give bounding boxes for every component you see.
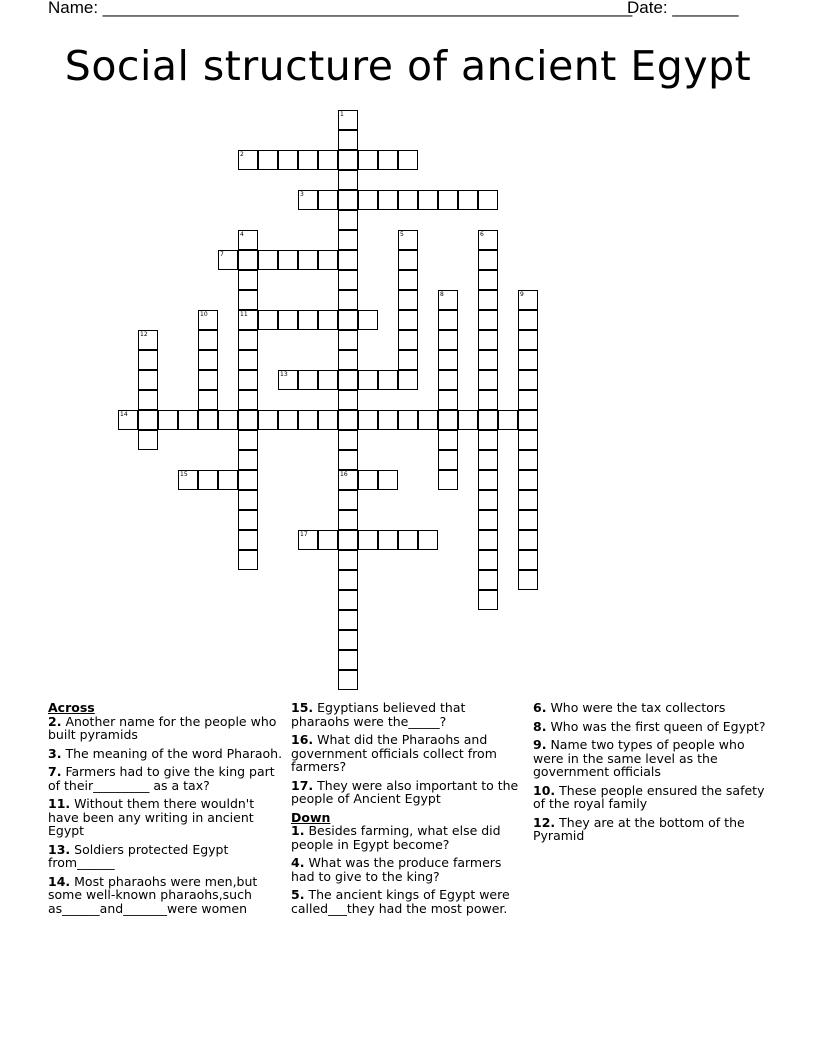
crossword-cell[interactable]	[478, 470, 498, 490]
crossword-cell[interactable]	[518, 310, 538, 330]
crossword-cell[interactable]	[438, 430, 458, 450]
crossword-cell[interactable]	[438, 470, 458, 490]
crossword-cell[interactable]	[238, 350, 258, 370]
crossword-cell[interactable]	[478, 390, 498, 410]
crossword-cell[interactable]	[298, 190, 318, 210]
crossword-cell[interactable]	[338, 430, 358, 450]
crossword-cell[interactable]	[318, 310, 338, 330]
crossword-cell[interactable]	[358, 150, 378, 170]
crossword-cell[interactable]	[398, 270, 418, 290]
crossword-cell[interactable]	[378, 150, 398, 170]
clue-down-12	[533, 816, 769, 843]
crossword-cell[interactable]	[338, 670, 358, 690]
crossword-cell[interactable]	[378, 190, 398, 210]
crossword-cell[interactable]	[178, 470, 198, 490]
crossword-cell[interactable]	[418, 410, 438, 430]
crossword-cell[interactable]	[458, 190, 478, 210]
crossword-cell[interactable]	[198, 470, 218, 490]
name-field-label[interactable]: Name: ________________________________________________________	[48, 0, 633, 17]
crossword-cell[interactable]	[338, 570, 358, 590]
crossword-cell[interactable]	[138, 330, 158, 350]
crossword-cell[interactable]	[518, 550, 538, 570]
crossword-cell[interactable]	[398, 350, 418, 370]
clue-across-2	[48, 715, 284, 742]
clues-column-1	[48, 701, 284, 920]
clue-down-9	[533, 738, 769, 779]
crossword-cell[interactable]	[338, 490, 358, 510]
crossword-cell[interactable]	[398, 250, 418, 270]
clue-text: Most pharaohs were men,but some well-known pharaohs,such as______and_______were women	[48, 873, 258, 916]
clue-number-label: 1	[340, 111, 344, 118]
crossword-cell[interactable]	[518, 530, 538, 550]
crossword-cell[interactable]	[218, 470, 238, 490]
crossword-cell[interactable]	[138, 430, 158, 450]
date-field-label[interactable]: Date: _______	[627, 0, 739, 17]
crossword-cell[interactable]	[198, 350, 218, 370]
crossword-cell[interactable]	[318, 250, 338, 270]
crossword-cell[interactable]	[398, 190, 418, 210]
crossword-cell[interactable]	[238, 370, 258, 390]
crossword-cell[interactable]	[318, 370, 338, 390]
clue-number: 11.	[48, 796, 71, 811]
crossword-cell[interactable]	[478, 490, 498, 510]
crossword-cell[interactable]	[238, 450, 258, 470]
crossword-cell[interactable]	[338, 210, 358, 230]
crossword-cell[interactable]	[338, 370, 358, 390]
crossword-cell[interactable]	[138, 390, 158, 410]
clue-number-label: 11	[240, 311, 248, 318]
crossword-cell[interactable]	[458, 410, 478, 430]
clue-number-label: 2	[240, 151, 244, 158]
crossword-cell[interactable]	[178, 410, 198, 430]
crossword-cell[interactable]	[478, 590, 498, 610]
down-heading: Down	[291, 809, 331, 825]
crossword-cell[interactable]	[298, 250, 318, 270]
clue-number: 4.	[291, 855, 305, 870]
crossword-cell[interactable]	[498, 410, 518, 430]
crossword-cell[interactable]	[378, 370, 398, 390]
crossword-cell[interactable]	[338, 450, 358, 470]
clue-number-label: 13	[280, 371, 288, 378]
crossword-cell[interactable]	[338, 350, 358, 370]
crossword-cell[interactable]	[198, 390, 218, 410]
crossword-cell[interactable]	[438, 290, 458, 310]
crossword-cell[interactable]	[398, 230, 418, 250]
crossword-cell[interactable]	[238, 330, 258, 350]
clue-number: 13.	[48, 841, 71, 857]
crossword-cell[interactable]	[398, 310, 418, 330]
crossword-cell[interactable]	[478, 450, 498, 470]
clue-down-1	[291, 824, 527, 851]
clue-across-7	[48, 765, 284, 792]
clue-number: 10.	[533, 782, 556, 798]
clue-across-13	[48, 843, 284, 870]
crossword-cell[interactable]	[478, 250, 498, 270]
crossword-cell[interactable]	[158, 410, 178, 430]
crossword-cell[interactable]	[418, 190, 438, 210]
crossword-cell[interactable]	[238, 490, 258, 510]
crossword-cell[interactable]	[218, 410, 238, 430]
crossword-cell[interactable]	[318, 150, 338, 170]
crossword-cell[interactable]	[398, 530, 418, 550]
crossword-cell[interactable]	[298, 370, 318, 390]
crossword-cell[interactable]	[198, 310, 218, 330]
crossword-cell[interactable]	[478, 290, 498, 310]
crossword-cell[interactable]	[338, 270, 358, 290]
crossword-cell[interactable]	[138, 370, 158, 390]
clue-number: 2.	[48, 713, 62, 729]
clue-number-label: 15	[180, 471, 188, 478]
crossword-cell[interactable]	[518, 570, 538, 590]
clue-text: They are at the bottom of the Pyramid	[533, 814, 745, 843]
clue-number-label: 5	[400, 231, 404, 238]
crossword-cell[interactable]	[238, 550, 258, 570]
clue-number: 15.	[291, 700, 314, 715]
crossword-cell[interactable]	[438, 350, 458, 370]
clue-text: The meaning of the word Pharaoh.	[65, 745, 283, 761]
crossword-cell[interactable]	[358, 470, 378, 490]
crossword-cell[interactable]	[238, 390, 258, 410]
crossword-cell[interactable]	[518, 490, 538, 510]
clue-down-8	[533, 720, 769, 734]
clue-down-6	[533, 701, 769, 715]
clue-across-3	[48, 747, 284, 761]
crossword-cell[interactable]	[338, 310, 358, 330]
clue-text: Farmers had to give the king part of their_________ as a tax?	[48, 764, 275, 793]
crossword-cell[interactable]	[258, 310, 278, 330]
clue-number-label: 14	[120, 411, 128, 418]
crossword-cell[interactable]	[238, 470, 258, 490]
clue-down-5	[291, 888, 527, 915]
crossword-cell[interactable]	[138, 410, 158, 430]
clue-number: 9.	[533, 737, 547, 752]
clue-number-label: 3	[300, 191, 304, 198]
crossword-cell[interactable]	[238, 230, 258, 250]
crossword-cell[interactable]	[338, 550, 358, 570]
crossword-cell[interactable]	[438, 410, 458, 430]
clue-number: 5.	[291, 887, 305, 902]
crossword-cell[interactable]	[258, 150, 278, 170]
crossword-cell[interactable]	[358, 530, 378, 550]
crossword-cell[interactable]	[198, 370, 218, 390]
clue-across-15	[291, 701, 527, 728]
crossword-cell[interactable]	[138, 350, 158, 370]
clue-across-14	[48, 875, 284, 916]
crossword-cell[interactable]	[258, 410, 278, 430]
crossword-cell[interactable]	[278, 250, 298, 270]
crossword-cell[interactable]	[298, 410, 318, 430]
crossword-cell[interactable]	[478, 370, 498, 390]
clue-number-label: 4	[240, 231, 244, 238]
crossword-cell[interactable]	[438, 450, 458, 470]
crossword-cell[interactable]	[338, 110, 358, 130]
clue-number-label: 12	[140, 331, 148, 338]
crossword-cell[interactable]	[378, 530, 398, 550]
crossword-cell[interactable]	[478, 430, 498, 450]
crossword-cell[interactable]	[338, 230, 358, 250]
crossword-cell[interactable]	[518, 390, 538, 410]
crossword-cell[interactable]	[358, 190, 378, 210]
crossword-cell[interactable]	[438, 190, 458, 210]
clue-number: 1.	[291, 823, 305, 838]
clue-text: The ancient kings of Egypt were called___they had the most power.	[291, 887, 510, 916]
crossword-cell[interactable]	[238, 310, 258, 330]
clue-text: Another name for the people who built pyramids	[48, 713, 277, 742]
crossword-cell[interactable]	[338, 410, 358, 430]
crossword-cell[interactable]	[258, 250, 278, 270]
crossword-cell[interactable]	[238, 150, 258, 170]
crossword-cell[interactable]	[478, 510, 498, 530]
across-heading: Across	[48, 700, 95, 715]
crossword-cell[interactable]	[338, 630, 358, 650]
crossword-cell[interactable]	[298, 150, 318, 170]
crossword-cell[interactable]	[198, 410, 218, 430]
crossword-cell[interactable]	[478, 230, 498, 250]
clue-text: What did the Pharaohs and government officials collect from farmers?	[291, 732, 497, 774]
crossword-cell[interactable]	[238, 410, 258, 430]
clue-number-label: 6	[480, 231, 484, 238]
clue-text: Who was the first queen of Egypt?	[550, 718, 766, 734]
crossword-cell[interactable]	[518, 410, 538, 430]
clue-number-label: 8	[440, 291, 444, 298]
crossword-cell[interactable]	[278, 370, 298, 390]
crossword-cell[interactable]	[398, 330, 418, 350]
clue-text: Name two types of people who were in the same level as the government officials	[533, 737, 745, 779]
clue-across-16	[291, 733, 527, 774]
clue-down-4	[291, 856, 527, 883]
crossword-cell[interactable]	[238, 290, 258, 310]
crossword-cell[interactable]	[198, 330, 218, 350]
clue-number-label: 9	[520, 291, 524, 298]
page-title: Social structure of ancient Egypt	[64, 42, 752, 90]
crossword-cell[interactable]	[438, 370, 458, 390]
crossword-cell[interactable]	[338, 390, 358, 410]
clue-number-label: 7	[220, 251, 224, 258]
clue-number: 7.	[48, 764, 62, 779]
crossword-cell[interactable]	[478, 270, 498, 290]
crossword-cell[interactable]	[338, 470, 358, 490]
crossword-cell[interactable]	[238, 250, 258, 270]
crossword-cell[interactable]	[478, 350, 498, 370]
crossword-cell[interactable]	[238, 510, 258, 530]
clue-text: Without them there wouldn't have been any writing in ancient Egypt	[48, 796, 255, 838]
crossword-cell[interactable]	[338, 150, 358, 170]
crossword-cell[interactable]	[518, 510, 538, 530]
crossword-cell[interactable]	[518, 470, 538, 490]
clue-number-label: 17	[300, 531, 308, 538]
crossword-cell[interactable]	[338, 610, 358, 630]
clue-number: 16.	[291, 732, 314, 747]
crossword-cell[interactable]	[438, 310, 458, 330]
crossword-cell[interactable]	[478, 530, 498, 550]
clue-number: 14.	[48, 873, 71, 889]
crossword-cell[interactable]	[478, 570, 498, 590]
crossword-cell[interactable]	[298, 310, 318, 330]
crossword-cell[interactable]	[318, 410, 338, 430]
clues-column-2	[291, 701, 527, 920]
clue-across-11	[48, 797, 284, 838]
crossword-cell[interactable]	[358, 310, 378, 330]
crossword-cell[interactable]	[338, 530, 358, 550]
crossword-cell[interactable]	[278, 310, 298, 330]
crossword-cell[interactable]	[398, 410, 418, 430]
crossword-cell[interactable]	[338, 510, 358, 530]
crossword-cell[interactable]	[398, 370, 418, 390]
clue-number: 12.	[533, 814, 556, 830]
crossword-cell[interactable]	[518, 450, 538, 470]
clue-number-label: 10	[200, 311, 208, 318]
crossword-cell[interactable]	[398, 150, 418, 170]
crossword-cell[interactable]	[338, 190, 358, 210]
crossword-cell[interactable]	[478, 190, 498, 210]
clue-text: Besides farming, what else did people in Egypt become?	[291, 823, 501, 852]
crossword-cell[interactable]	[218, 250, 238, 270]
crossword-cell[interactable]	[378, 470, 398, 490]
crossword-cell[interactable]	[338, 170, 358, 190]
crossword-cell[interactable]	[378, 410, 398, 430]
crossword-cell[interactable]	[358, 410, 378, 430]
clue-text: Who were the tax collectors	[550, 700, 726, 715]
crossword-cell[interactable]	[478, 330, 498, 350]
clue-text: They were also important to the people of Ancient Egypt	[291, 777, 519, 806]
crossword-cell[interactable]	[478, 310, 498, 330]
crossword-cell[interactable]	[238, 430, 258, 450]
crossword-cell[interactable]	[418, 530, 438, 550]
crossword-cell[interactable]	[338, 250, 358, 270]
crossword-cell[interactable]	[338, 290, 358, 310]
crossword-cell[interactable]	[338, 590, 358, 610]
crossword-cell[interactable]	[238, 270, 258, 290]
crossword-cell[interactable]	[518, 290, 538, 310]
crossword-cell[interactable]	[478, 410, 498, 430]
crossword-cell[interactable]	[278, 410, 298, 430]
clue-number: 6.	[533, 700, 547, 715]
crossword-cell[interactable]	[318, 190, 338, 210]
crossword-cell[interactable]	[518, 330, 538, 350]
crossword-cell[interactable]	[298, 530, 318, 550]
clue-number-label: 16	[340, 471, 348, 478]
clue-text: What was the produce farmers had to give to the king?	[291, 855, 502, 884]
crossword-cell[interactable]	[518, 350, 538, 370]
crossword-cell[interactable]	[358, 370, 378, 390]
crossword-cell[interactable]	[338, 130, 358, 150]
clue-number: 8.	[533, 718, 547, 734]
clue-across-17	[291, 779, 527, 806]
crossword-cell[interactable]	[338, 650, 358, 670]
crossword-cell[interactable]	[398, 290, 418, 310]
crossword-cell[interactable]	[438, 330, 458, 350]
crossword-cell[interactable]	[478, 550, 498, 570]
crossword-cell[interactable]	[518, 370, 538, 390]
crossword-cell[interactable]	[118, 410, 138, 430]
crossword-cell[interactable]	[238, 530, 258, 550]
crossword-cell[interactable]	[518, 430, 538, 450]
clue-number: 17.	[291, 777, 314, 793]
clue-text: These people ensured the safety of the royal family	[533, 782, 765, 811]
crossword-cell[interactable]	[438, 390, 458, 410]
clue-number: 3.	[48, 745, 62, 761]
clue-text: Egyptians believed that pharaohs were the_____?	[291, 700, 466, 729]
crossword-cell[interactable]	[338, 330, 358, 350]
crossword-cell[interactable]	[318, 530, 338, 550]
clue-down-10	[533, 784, 769, 811]
crossword-cell[interactable]	[278, 150, 298, 170]
clue-text: Soldiers protected Egypt from______	[48, 841, 229, 870]
clues-column-3	[533, 701, 769, 848]
